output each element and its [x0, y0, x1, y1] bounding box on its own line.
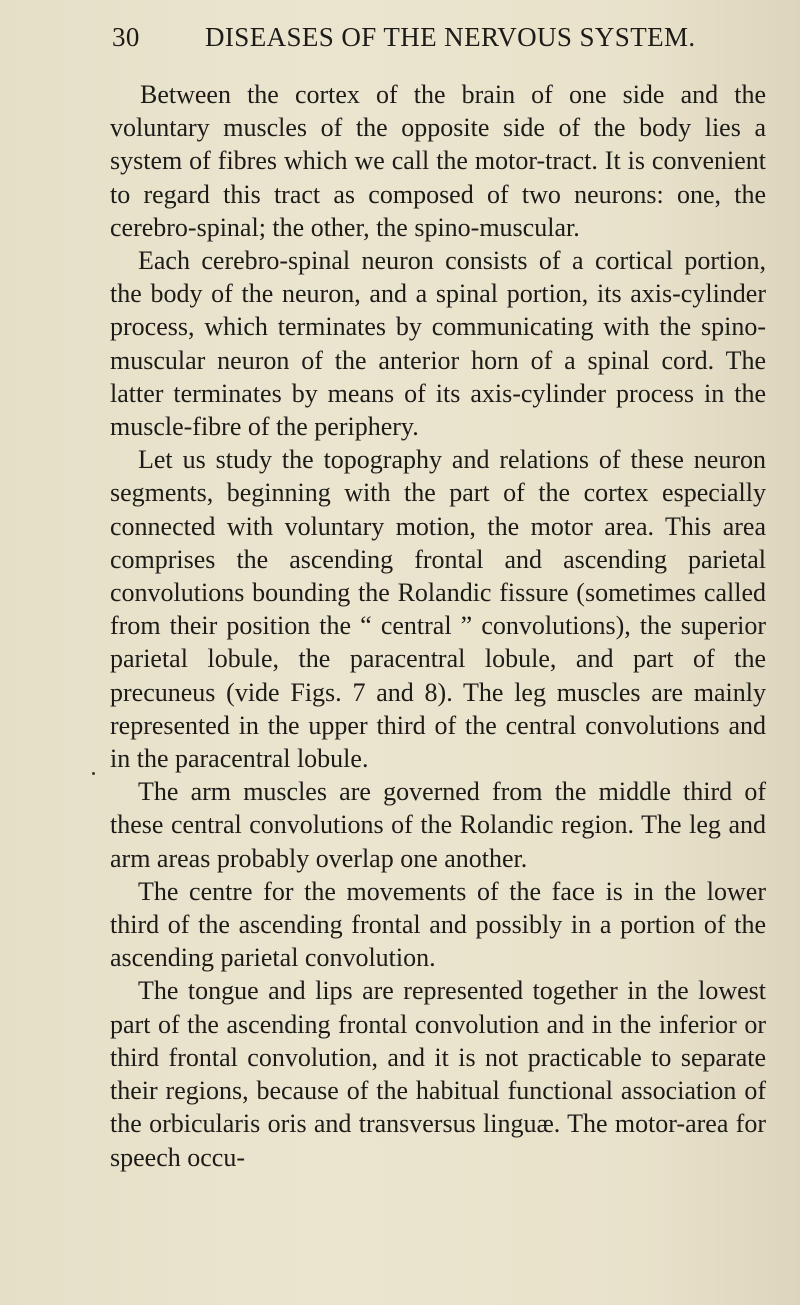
- body-text: [110, 78, 766, 1174]
- margin-mark: [92, 772, 95, 775]
- paragraph: The arm muscles are governed from the middle third of these central convolutions of the Rolandic region. The leg and arm areas probably overlap one another.: [110, 777, 766, 873]
- running-title: DISEASES OF THE NERVOUS SYSTEM.: [205, 22, 696, 52]
- paragraph: Each cerebro-spinal neuron consists of a cortical portion, the body of the neuron, and a spinal portion, its axis-cylinder process, which terminates by communicating with the spino-muscular neuron of the anterior horn of a spinal cord. The latter terminates by means of its axis-cylinder process in the muscle-fibre of the periphery.: [110, 246, 766, 442]
- page-header: [112, 22, 696, 62]
- paragraph: Let us study the topography and relations of these neuron segments, beginning with the part of the cortex especially connected with voluntary motion, the motor area. This area comprises the ascending frontal and ascending parietal convolutions bounding the Rolandic fissure (sometimes called from their position the “ central ” convolutions), the superior parietal lobule, the paracentral lobule, and part of the precuneus (vide Figs. 7 and 8). The leg muscles are mainly represented in the upper third of the central convolutions and in the paracentral lobule.: [110, 445, 766, 774]
- page-number: 30: [112, 22, 140, 52]
- paragraph: The tongue and lips are represented together in the lowest part of the ascending frontal convolution and in the inferior or third frontal convolution, and it is not practicable to separate their regions, because of the habitual functional association of the orbicularis oris and transversus linguæ. The motor-area for speech occu-: [110, 976, 766, 1172]
- paragraph: Between the cortex of the brain of one side and the voluntary muscles of the opposite side of the body lies a system of fibres which we call the motor-tract. It is convenient to regard this tract as composed of two neurons: one, the cerebro-spinal; the other, the spino-muscular.: [110, 80, 766, 242]
- paragraph: The centre for the movements of the face is in the lower third of the ascending frontal and possibly in a portion of the ascending parietal convolution.: [110, 876, 766, 973]
